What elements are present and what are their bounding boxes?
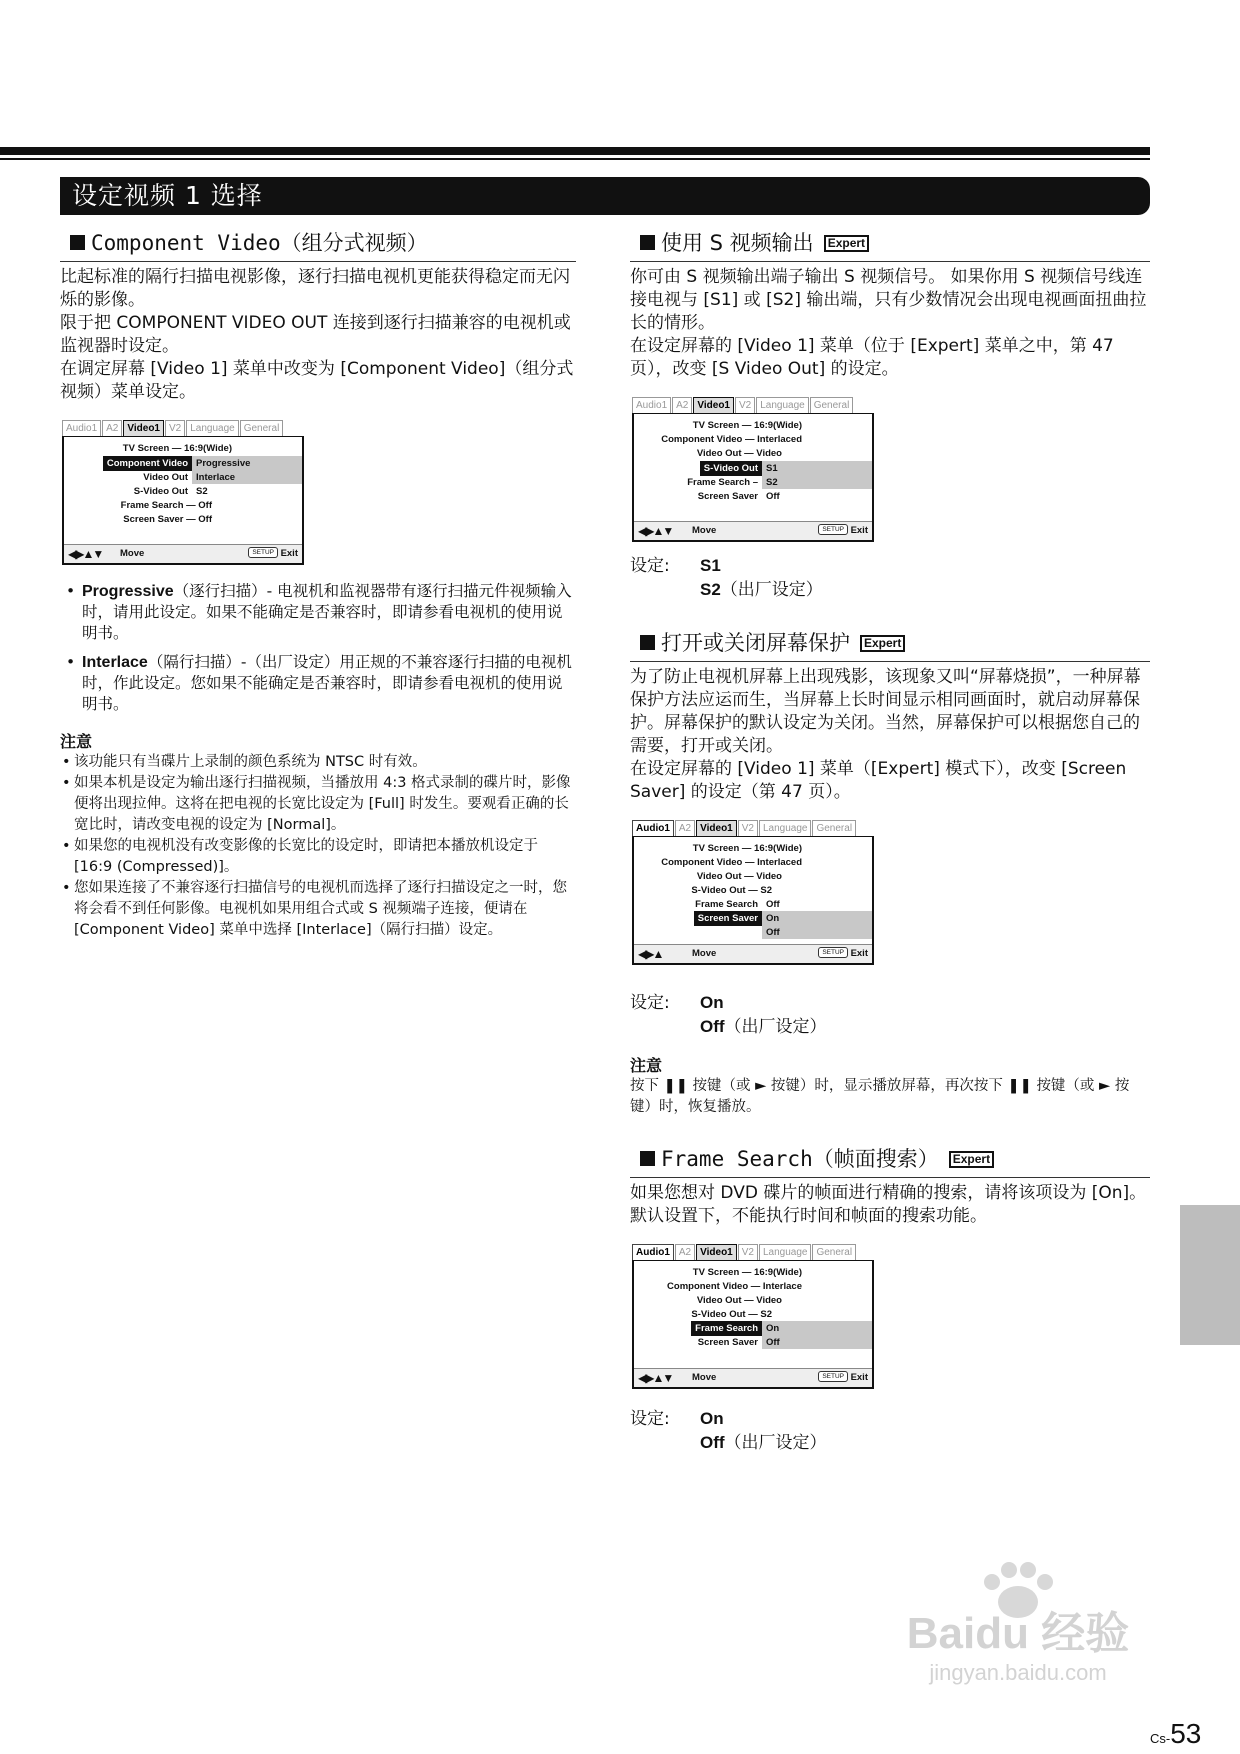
osd-row: Frame Search Off	[695, 899, 780, 910]
play-icon: ►	[755, 1078, 767, 1094]
header-rule	[0, 147, 1150, 155]
osd-tab-active: Video1	[693, 397, 734, 413]
watermark-line-1: Baidu 经验	[906, 1609, 1130, 1658]
osd-tab: Language	[756, 397, 809, 413]
osd-row: Video Out — Video	[696, 1295, 782, 1306]
osd-row-selected: Screen Saver On	[634, 911, 872, 926]
component-body	[60, 266, 576, 404]
osd-row: Video Out Interlace	[143, 472, 236, 483]
osd-row: Video Out — Video	[696, 871, 782, 882]
expert-badge: Expert	[824, 235, 869, 252]
svideo-body	[630, 266, 1150, 381]
pause-icon: ❚❚	[1007, 1078, 1032, 1094]
osd-row-selected: Component Video Progressive	[64, 456, 302, 471]
right-column	[630, 228, 1150, 1455]
section-heading-screen-saver: 打开或关闭屏幕保护 Expert	[630, 628, 1150, 662]
osd-row: S-Video Out — S2	[691, 1309, 772, 1320]
osd-tab: Language	[759, 1244, 812, 1260]
side-thumb-tab	[1180, 1205, 1240, 1345]
saver-note-text: 按下 ❚❚ 按键（或 ► 按键）时，显示播放屏幕，再次按下 ❚❚ 按键（或 ► 按键）时，恢复播放。	[630, 1078, 1130, 1115]
osd-row: Video Out — Video	[696, 448, 782, 459]
saver-paragraph-1: 为了防止电视机屏幕上出现残影，该现象又叫“屏幕烧损”，一种屏幕保护方法应运而生，当屏幕上长时间显示相同画面时，就启动屏幕保护。屏幕保护的默认设定为关闭。当然，屏幕保护可以根据您自己的需要，打开或关闭。	[630, 667, 1141, 756]
saver-settings: 设定: On Off（出厂设定）	[630, 993, 827, 1037]
osd-row: S-Video Out S2	[133, 486, 208, 497]
osd-row: TV Screen — 16:9(Wide)	[122, 443, 232, 454]
osd-row: Component Video — Interlaced	[661, 857, 802, 868]
osd-tab: V2	[735, 397, 755, 413]
note-item: • 该功能只有当碟片上录制的颜色系统为 NTSC 时有效。	[60, 752, 576, 773]
note-item: • 如果您的电视机没有改变影像的长宽比的设定时，即请把本播放机设定于 [16:9 (Compressed)]。	[60, 836, 576, 878]
osd-screenshot-screen-saver	[632, 820, 874, 965]
watermark-line-2: jingyan.baidu.com	[929, 1660, 1107, 1685]
osd-tabs	[62, 420, 304, 437]
page-title: 设定视频 1 选择	[60, 177, 1150, 215]
arrow-keys-icon: ◀▶▲▼	[68, 547, 103, 561]
osd-tab-active: Video1	[696, 1244, 737, 1260]
osd-screen	[632, 1261, 874, 1389]
osd-tab: General	[812, 1244, 856, 1260]
note-heading: 注意	[60, 732, 93, 751]
svideo-paragraph-1: 你可由 S 视频输出端子输出 S 视频信号。 如果你用 S 视频信号线连接电视与 [S1] 或 [S2] 输出端，只有少数情况会出现电视画面扭曲拉长的情形。	[630, 267, 1147, 333]
osd-tab: Language	[186, 420, 239, 436]
section-heading-svideo: 使用 S 视频输出 Expert	[630, 228, 1150, 262]
section-heading-frame-search: Frame Search（帧面搜索） Expert	[630, 1144, 1150, 1178]
component-paragraph-2: 限于把 COMPONENT VIDEO OUT 连接到逐行扫描兼容的电视机或监视器时设定。	[60, 313, 571, 356]
baidu-jingyan-watermark	[868, 1550, 1168, 1700]
osd-row: Screen Saver — Off	[123, 514, 212, 525]
header-rule-thin	[0, 158, 1150, 160]
osd-tab: A2	[675, 820, 695, 836]
osd-tab: A2	[675, 1244, 695, 1260]
osd-row: Off	[766, 927, 780, 938]
osd-row: Screen Saver Off	[697, 491, 780, 502]
osd-screen	[632, 414, 874, 542]
frame-settings: 设定: On Off（出厂设定）	[630, 1409, 827, 1453]
option-interlace: • Interlace（隔行扫描）-（出厂设定）用正规的不兼容逐行扫描的电视机时，作此设定。您如果不能确定是否兼容时，即请参看电视机的使用说明书。	[60, 652, 576, 715]
saver-paragraph-2: 在设定屏幕的 [Video 1] 菜单（[Expert] 模式下），改变 [Screen Saver] 的设定（第 47 页）。	[630, 759, 1127, 802]
osd-screenshot-component	[62, 420, 304, 565]
osd-row: Screen Saver Off	[697, 1337, 780, 1348]
square-bullet-icon	[640, 635, 655, 650]
osd-screen	[632, 837, 874, 965]
osd-tab-active: Video1	[123, 420, 164, 436]
osd-row: TV Screen — 16:9(Wide)	[692, 420, 802, 431]
osd-tab: A2	[102, 420, 122, 436]
saver-body	[630, 666, 1150, 804]
osd-screenshot-svideo	[632, 397, 874, 542]
osd-row: Frame Search — Off	[120, 500, 212, 511]
osd-tab: Language	[759, 820, 812, 836]
osd-screen	[62, 437, 304, 565]
osd-screenshot-frame-search	[632, 1244, 874, 1389]
square-bullet-icon	[640, 1151, 655, 1166]
section-heading-component: Component Video（组分式视频）	[60, 228, 576, 262]
osd-footer: ◀▶▲▼ Move SETUP Exit	[64, 544, 302, 563]
osd-tabs	[632, 397, 874, 414]
osd-tab: Audio1	[632, 1244, 674, 1260]
osd-row-selected: S-Video Out S1	[634, 461, 872, 476]
svideo-paragraph-2: 在设定屏幕的 [Video 1] 菜单（位于 [Expert] 菜单之中，第 47 页），改变 [S Video Out] 的设定。	[630, 336, 1114, 379]
osd-row-selected: Frame Search On	[634, 1321, 872, 1336]
osd-tab: General	[812, 820, 856, 836]
option-list	[60, 581, 576, 715]
osd-tabs	[632, 820, 874, 837]
note-item: • 您如果连接了不兼容逐行扫描信号的电视机而选择了逐行扫描设定之一时，您将会看不到任何影像。电视机如果用组合式或 S 视频端子连接，便请在 [Component Video] 菜单中选择 [Interlace]（隔行扫描）设定。	[60, 878, 576, 941]
frame-paragraph-1: 如果您想对 DVD 碟片的帧面进行精确的搜索，请将该项设为 [On]。默认设置下，不能执行时间和帧面的搜索功能。	[630, 1183, 1147, 1226]
page-number: Cs-53	[1150, 1718, 1202, 1749]
svideo-settings: 设定: S1 S2（出厂设定）	[630, 556, 823, 600]
osd-footer: ◀▶▲▼ Move SETUP Exit	[634, 521, 872, 540]
osd-row: Component Video — Interlace	[667, 1281, 802, 1292]
expert-badge: Expert	[860, 635, 905, 652]
expert-badge: Expert	[949, 1151, 994, 1168]
osd-row: TV Screen — 16:9(Wide)	[692, 1267, 802, 1278]
saver-note-heading: 注意	[630, 1056, 663, 1075]
osd-row: TV Screen — 16:9(Wide)	[692, 843, 802, 854]
arrow-keys-icon: ◀▶▲▼	[638, 1371, 673, 1385]
osd-tabs	[632, 1244, 874, 1261]
osd-footer: ◀▶▲▼ Move SETUP Exit	[634, 1368, 872, 1387]
frame-body	[630, 1182, 1150, 1228]
note-item: • 如果本机是设定为输出逐行扫描视频，当播放用 4:3 格式录制的碟片时，影像便将出现拉伸。这将在把电视的长宽比设定为 [Full] 时发生。要观看正确的长宽比时，请改变电视的设定为 [Normal]。	[60, 773, 576, 836]
component-paragraph-3: 在调定屏幕 [Video 1] 菜单中改变为 [Component Video]（组分式视频）菜单设定。	[60, 359, 574, 402]
osd-footer: ◀▶▲ Move SETUP Exit	[634, 944, 872, 963]
osd-tab-active: Video1	[696, 820, 737, 836]
play-icon: ►	[1099, 1078, 1111, 1094]
square-bullet-icon	[640, 235, 655, 250]
arrow-keys-icon: ◀▶▲	[638, 947, 663, 961]
component-paragraph-1: 比起标准的隔行扫描电视影像，逐行扫描电视机更能获得稳定而无闪烁的影像。	[60, 267, 570, 310]
osd-tab: A2	[672, 397, 692, 413]
osd-row: Frame Search – S2	[687, 477, 778, 488]
arrow-keys-icon: ◀▶▲▼	[638, 524, 673, 538]
osd-tab: Audio1	[632, 820, 674, 836]
osd-tab: Audio1	[62, 420, 101, 436]
osd-tab: General	[810, 397, 854, 413]
osd-tab: V2	[738, 1244, 758, 1260]
osd-tab: Audio1	[632, 397, 671, 413]
pause-icon: ❚❚	[663, 1078, 688, 1094]
square-bullet-icon	[70, 235, 85, 250]
osd-tab: V2	[165, 420, 185, 436]
left-column	[60, 228, 576, 941]
osd-row: Component Video — Interlaced	[661, 434, 802, 445]
option-progressive: • Progressive（逐行扫描）- 电视机和监视器带有逐行扫描元件视频输入时，请用此设定。如果不能确定是否兼容时，即请参看电视机的使用说明书。	[60, 581, 576, 644]
osd-tab: General	[240, 420, 284, 436]
osd-tab: V2	[738, 820, 758, 836]
osd-row: S-Video Out — S2	[691, 885, 772, 896]
